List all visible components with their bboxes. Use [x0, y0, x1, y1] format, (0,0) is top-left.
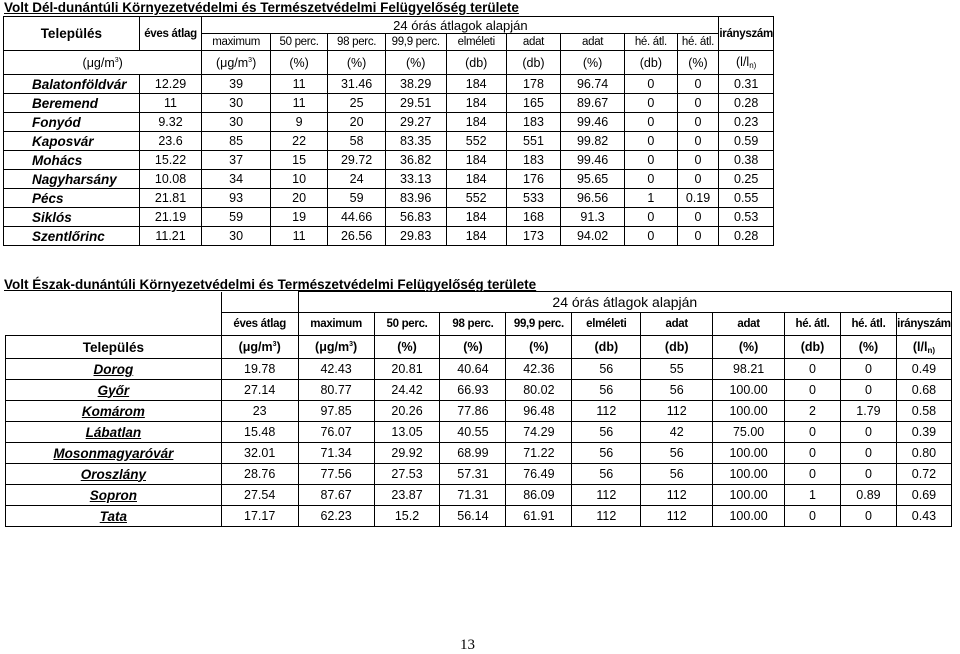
- table-cell: 0: [785, 359, 841, 380]
- column-header: 98 perc.: [440, 313, 506, 336]
- page-number: 13: [460, 637, 475, 653]
- table-cell: 11: [270, 94, 328, 113]
- table-cell: 66.93: [440, 380, 506, 401]
- table-cell: 0.59: [719, 132, 774, 151]
- table-cell: 0: [677, 208, 719, 227]
- table-cell: 68.99: [440, 443, 506, 464]
- table-cell: 165: [506, 94, 560, 113]
- table-cell: 57.31: [440, 464, 506, 485]
- table-cell: 59: [328, 189, 386, 208]
- station-name: Beremend: [4, 94, 140, 113]
- table-cell: 59: [202, 208, 270, 227]
- table-cell: 33.13: [385, 170, 446, 189]
- table-cell: 0: [840, 422, 896, 443]
- station-name: Kaposvár: [4, 132, 140, 151]
- table-cell: 0.69: [896, 485, 951, 506]
- table-cell: 0: [677, 170, 719, 189]
- table-cell: 26.56: [328, 227, 386, 246]
- table-cell: 20.81: [374, 359, 440, 380]
- table-cell: 89.67: [561, 94, 625, 113]
- header-eves-atlag: éves átlag: [139, 17, 202, 51]
- table-cell: 56: [572, 422, 641, 443]
- table-cell: 27.54: [221, 485, 298, 506]
- table-cell: 19.78: [221, 359, 298, 380]
- table-cell: 552: [446, 189, 506, 208]
- table-cell: 21.19: [139, 208, 202, 227]
- unit-header: (%): [374, 336, 440, 359]
- table-cell: 38.29: [385, 75, 446, 94]
- station-name: Fonyód: [4, 113, 140, 132]
- region1-table: [3, 16, 774, 246]
- table-cell: 56: [572, 464, 641, 485]
- unit-header: (db): [506, 51, 560, 75]
- column-header: maximum: [202, 34, 270, 51]
- table-cell: 29.27: [385, 113, 446, 132]
- table-cell: 75.00: [713, 422, 785, 443]
- table-cell: 39: [202, 75, 270, 94]
- table-cell: 0: [677, 151, 719, 170]
- table-cell: 0: [677, 75, 719, 94]
- unit-header: (l/ln): [896, 336, 951, 359]
- region2-table: [5, 291, 952, 527]
- unit-header: $(\mu g/m^3)$: [202, 51, 270, 75]
- table-cell: 31.46: [328, 75, 386, 94]
- table-cell: 19: [270, 208, 328, 227]
- table-cell: 112: [572, 506, 641, 527]
- table-cell: 10.08: [139, 170, 202, 189]
- column-header: 50 perc.: [270, 34, 328, 51]
- unit-header: $(\mu g/m^3)$: [298, 336, 374, 359]
- table-row: [4, 151, 774, 170]
- table-cell: 86.09: [506, 485, 572, 506]
- station-name: Balatonföldvár: [4, 75, 140, 94]
- unit-header: (l/ln): [719, 51, 774, 75]
- table-cell: 0.23: [719, 113, 774, 132]
- column-header: 99,9 perc.: [506, 313, 572, 336]
- table-cell: 0: [785, 443, 841, 464]
- table-cell: 30: [202, 227, 270, 246]
- table-cell: 25: [328, 94, 386, 113]
- table-cell: 0: [677, 227, 719, 246]
- table-cell: 71.22: [506, 443, 572, 464]
- column-header: hé. átl.: [840, 313, 896, 336]
- table-cell: 17.17: [221, 506, 298, 527]
- table-cell: 100.00: [713, 380, 785, 401]
- table-cell: 1: [625, 189, 677, 208]
- unit-header: (db): [446, 51, 506, 75]
- column-header: adat: [641, 313, 713, 336]
- unit-header: $(\mu g/m^3)$: [221, 336, 298, 359]
- column-header: hé. átl.: [625, 34, 677, 51]
- table-cell: 112: [572, 401, 641, 422]
- column-header: maximum: [298, 313, 374, 336]
- table-cell: 0.25: [719, 170, 774, 189]
- table-cell: 15: [270, 151, 328, 170]
- table-cell: 56: [572, 380, 641, 401]
- table-cell: 37: [202, 151, 270, 170]
- unit-header: $(\mu g/m^3)$: [4, 51, 202, 75]
- station-name: Mohács: [4, 151, 140, 170]
- table-cell: 551: [506, 132, 560, 151]
- region2-header-group: 24 órás átlagok alapján: [298, 292, 951, 313]
- station-name: Siklós: [4, 208, 140, 227]
- table-cell: 93: [202, 189, 270, 208]
- table-cell: 56: [641, 464, 713, 485]
- unit-header: (db): [785, 336, 841, 359]
- table-cell: 62.23: [298, 506, 374, 527]
- table-cell: 0.55: [719, 189, 774, 208]
- station-name: Komárom: [6, 401, 222, 422]
- table-cell: 178: [506, 75, 560, 94]
- table-cell: 0: [677, 113, 719, 132]
- table-cell: 91.3: [561, 208, 625, 227]
- unit-header: (%): [840, 336, 896, 359]
- table-cell: 1.79: [840, 401, 896, 422]
- unit-header: (%): [561, 51, 625, 75]
- table-cell: 20.26: [374, 401, 440, 422]
- unit-header: (%): [677, 51, 719, 75]
- table-row: [4, 170, 774, 189]
- table-cell: 9: [270, 113, 328, 132]
- table-cell: 0.28: [719, 94, 774, 113]
- table-cell: 15.22: [139, 151, 202, 170]
- table-cell: 56.14: [440, 506, 506, 527]
- table-cell: 83.35: [385, 132, 446, 151]
- station-name: Győr: [6, 380, 222, 401]
- table-cell: 100.00: [713, 401, 785, 422]
- table-cell: 0: [840, 464, 896, 485]
- table-cell: 0: [625, 113, 677, 132]
- station-name: Szentlőrinc: [4, 227, 140, 246]
- table-cell: 184: [446, 75, 506, 94]
- table-cell: 56: [572, 443, 641, 464]
- table-cell: 30: [202, 94, 270, 113]
- column-header: hé. átl.: [785, 313, 841, 336]
- table-cell: 533: [506, 189, 560, 208]
- table-cell: 42: [641, 422, 713, 443]
- table-cell: 97.85: [298, 401, 374, 422]
- table-cell: 0.58: [896, 401, 951, 422]
- table-cell: 0.49: [896, 359, 951, 380]
- table-cell: 22: [270, 132, 328, 151]
- table-cell: 29.72: [328, 151, 386, 170]
- station-name: Tata: [6, 506, 222, 527]
- table-cell: 0.31: [719, 75, 774, 94]
- table-cell: 77.56: [298, 464, 374, 485]
- header-telepules: Település: [4, 17, 140, 51]
- table-cell: 0.72: [896, 464, 951, 485]
- unit-header: (%): [506, 336, 572, 359]
- column-header: elméleti: [572, 313, 641, 336]
- table-cell: 99.82: [561, 132, 625, 151]
- table-cell: 11: [270, 227, 328, 246]
- table-cell: 0: [785, 422, 841, 443]
- table-cell: 76.49: [506, 464, 572, 485]
- table-cell: 0.39: [896, 422, 951, 443]
- table-cell: 184: [446, 94, 506, 113]
- table-cell: 87.67: [298, 485, 374, 506]
- table-cell: 168: [506, 208, 560, 227]
- table-cell: 40.55: [440, 422, 506, 443]
- table-cell: 96.48: [506, 401, 572, 422]
- table-cell: 100.00: [713, 443, 785, 464]
- column-header: adat: [506, 34, 560, 51]
- unit-header: (%): [713, 336, 785, 359]
- table-row: [6, 359, 952, 380]
- table-cell: 24.42: [374, 380, 440, 401]
- column-header: adat: [713, 313, 785, 336]
- table-cell: 29.92: [374, 443, 440, 464]
- table-cell: 56: [641, 380, 713, 401]
- table-cell: 96.56: [561, 189, 625, 208]
- table-cell: 11.21: [139, 227, 202, 246]
- table-cell: 0.80: [896, 443, 951, 464]
- table-cell: 0: [625, 208, 677, 227]
- table-cell: 94.02: [561, 227, 625, 246]
- table-cell: 0.19: [677, 189, 719, 208]
- table-cell: 2: [785, 401, 841, 422]
- table-cell: 0: [840, 443, 896, 464]
- table-cell: 100.00: [713, 485, 785, 506]
- unit-header: (%): [385, 51, 446, 75]
- table-cell: 55: [641, 359, 713, 380]
- table-cell: 85: [202, 132, 270, 151]
- station-name: Sopron: [6, 485, 222, 506]
- table-cell: 173: [506, 227, 560, 246]
- table-cell: 80.02: [506, 380, 572, 401]
- region2-header-eves-atlag: éves átlag: [221, 313, 298, 336]
- table-cell: 42.36: [506, 359, 572, 380]
- table-cell: 23.87: [374, 485, 440, 506]
- table-cell: 29.51: [385, 94, 446, 113]
- table-cell: 32.01: [221, 443, 298, 464]
- table-cell: 11: [270, 75, 328, 94]
- table-cell: 99.46: [561, 113, 625, 132]
- table-cell: 44.66: [328, 208, 386, 227]
- table-cell: 21.81: [139, 189, 202, 208]
- table-cell: 13.05: [374, 422, 440, 443]
- table-cell: 95.65: [561, 170, 625, 189]
- table-cell: 36.82: [385, 151, 446, 170]
- table-cell: 29.83: [385, 227, 446, 246]
- table-cell: 100.00: [713, 464, 785, 485]
- table-cell: 184: [446, 170, 506, 189]
- table-row: [6, 422, 952, 443]
- station-name: Oroszlány: [6, 464, 222, 485]
- table-cell: 40.64: [440, 359, 506, 380]
- table-cell: 99.46: [561, 151, 625, 170]
- unit-header: (%): [328, 51, 386, 75]
- column-header: elméleti: [446, 34, 506, 51]
- unit-header: (db): [641, 336, 713, 359]
- table-row: [6, 464, 952, 485]
- table-cell: 0.43: [896, 506, 951, 527]
- table-cell: 96.74: [561, 75, 625, 94]
- table-cell: 0: [677, 132, 719, 151]
- table-cell: 23.6: [139, 132, 202, 151]
- table-cell: 28.76: [221, 464, 298, 485]
- table-cell: 184: [446, 227, 506, 246]
- table-cell: 80.77: [298, 380, 374, 401]
- table-cell: 0.53: [719, 208, 774, 227]
- table-cell: 184: [446, 151, 506, 170]
- table-cell: 83.96: [385, 189, 446, 208]
- header-group: 24 órás átlagok alapján: [202, 17, 719, 34]
- table-cell: 183: [506, 151, 560, 170]
- table-row: [4, 113, 774, 132]
- table-cell: 56.83: [385, 208, 446, 227]
- table-row: [4, 227, 774, 246]
- table-cell: 184: [446, 113, 506, 132]
- table-cell: 0: [625, 132, 677, 151]
- column-header: adat: [561, 34, 625, 51]
- table-row: [4, 75, 774, 94]
- table-cell: 11: [139, 94, 202, 113]
- table-cell: 42.43: [298, 359, 374, 380]
- table-cell: 15.2: [374, 506, 440, 527]
- table-cell: 74.29: [506, 422, 572, 443]
- table-cell: 0.28: [719, 227, 774, 246]
- station-name: Mosonmagyaróvár: [6, 443, 222, 464]
- table-cell: 9.32: [139, 113, 202, 132]
- table-cell: 0.89: [840, 485, 896, 506]
- table-cell: 112: [641, 506, 713, 527]
- table-cell: 61.91: [506, 506, 572, 527]
- station-name: Pécs: [4, 189, 140, 208]
- table-cell: 0: [785, 464, 841, 485]
- table-row: [4, 208, 774, 227]
- table-cell: 0: [840, 506, 896, 527]
- table-row: [6, 443, 952, 464]
- table-cell: 56: [572, 359, 641, 380]
- table-cell: 0: [785, 506, 841, 527]
- table-row: [6, 401, 952, 422]
- table-cell: 112: [641, 401, 713, 422]
- table-cell: 0.38: [719, 151, 774, 170]
- table-cell: 27.14: [221, 380, 298, 401]
- table-cell: 0: [625, 94, 677, 113]
- column-header: 99,9 perc.: [385, 34, 446, 51]
- table-cell: 30: [202, 113, 270, 132]
- region2-header-iranyszam: irányszám: [896, 313, 951, 336]
- table-cell: 56: [641, 443, 713, 464]
- table-cell: 15.48: [221, 422, 298, 443]
- table-cell: 0.68: [896, 380, 951, 401]
- table-cell: 184: [446, 208, 506, 227]
- station-name: Dorog: [6, 359, 222, 380]
- station-name: Lábatlan: [6, 422, 222, 443]
- unit-header: (%): [270, 51, 328, 75]
- table-row: [4, 132, 774, 151]
- table-row: [4, 94, 774, 113]
- table-cell: 71.31: [440, 485, 506, 506]
- table-cell: 98.21: [713, 359, 785, 380]
- table-cell: 1: [785, 485, 841, 506]
- table-cell: 0: [625, 227, 677, 246]
- unit-header: (db): [625, 51, 677, 75]
- table-cell: 27.53: [374, 464, 440, 485]
- table-cell: 58: [328, 132, 386, 151]
- table-cell: 23: [221, 401, 298, 422]
- column-header: 50 perc.: [374, 313, 440, 336]
- table-cell: 0: [785, 380, 841, 401]
- table-cell: 12.29: [139, 75, 202, 94]
- table-cell: 112: [641, 485, 713, 506]
- table-cell: 0: [840, 359, 896, 380]
- table-cell: 0: [625, 151, 677, 170]
- table-cell: 20: [328, 113, 386, 132]
- header-iranyszam: irányszám: [719, 17, 774, 51]
- table-cell: 77.86: [440, 401, 506, 422]
- region2-header-telepules: Település: [6, 336, 222, 359]
- table-cell: 76.07: [298, 422, 374, 443]
- table-cell: 0: [677, 94, 719, 113]
- table-row: [4, 189, 774, 208]
- station-name: Nagyharsány: [4, 170, 140, 189]
- region2-title: Volt Észak-dunántúli Környezetvédelmi és Természetvédelmi Felügyelőség területe: [4, 277, 537, 292]
- table-row: [6, 380, 952, 401]
- table-cell: 34: [202, 170, 270, 189]
- table-cell: 552: [446, 132, 506, 151]
- table-cell: 183: [506, 113, 560, 132]
- table-cell: 24: [328, 170, 386, 189]
- table-cell: 100.00: [713, 506, 785, 527]
- table-cell: 0: [625, 75, 677, 94]
- table-cell: 71.34: [298, 443, 374, 464]
- region1-title: Volt Dél-dunántúli Környezetvédelmi és Természetvédelmi Felügyelőség területe: [4, 0, 519, 15]
- table-row: [6, 485, 952, 506]
- table-cell: 10: [270, 170, 328, 189]
- table-cell: 20: [270, 189, 328, 208]
- column-header: hé. átl.: [677, 34, 719, 51]
- column-header: 98 perc.: [328, 34, 386, 51]
- table-cell: 112: [572, 485, 641, 506]
- table-cell: 0: [840, 380, 896, 401]
- unit-header: (db): [572, 336, 641, 359]
- table-cell: 0: [625, 170, 677, 189]
- table-row: [6, 506, 952, 527]
- table-cell: 176: [506, 170, 560, 189]
- unit-header: (%): [440, 336, 506, 359]
